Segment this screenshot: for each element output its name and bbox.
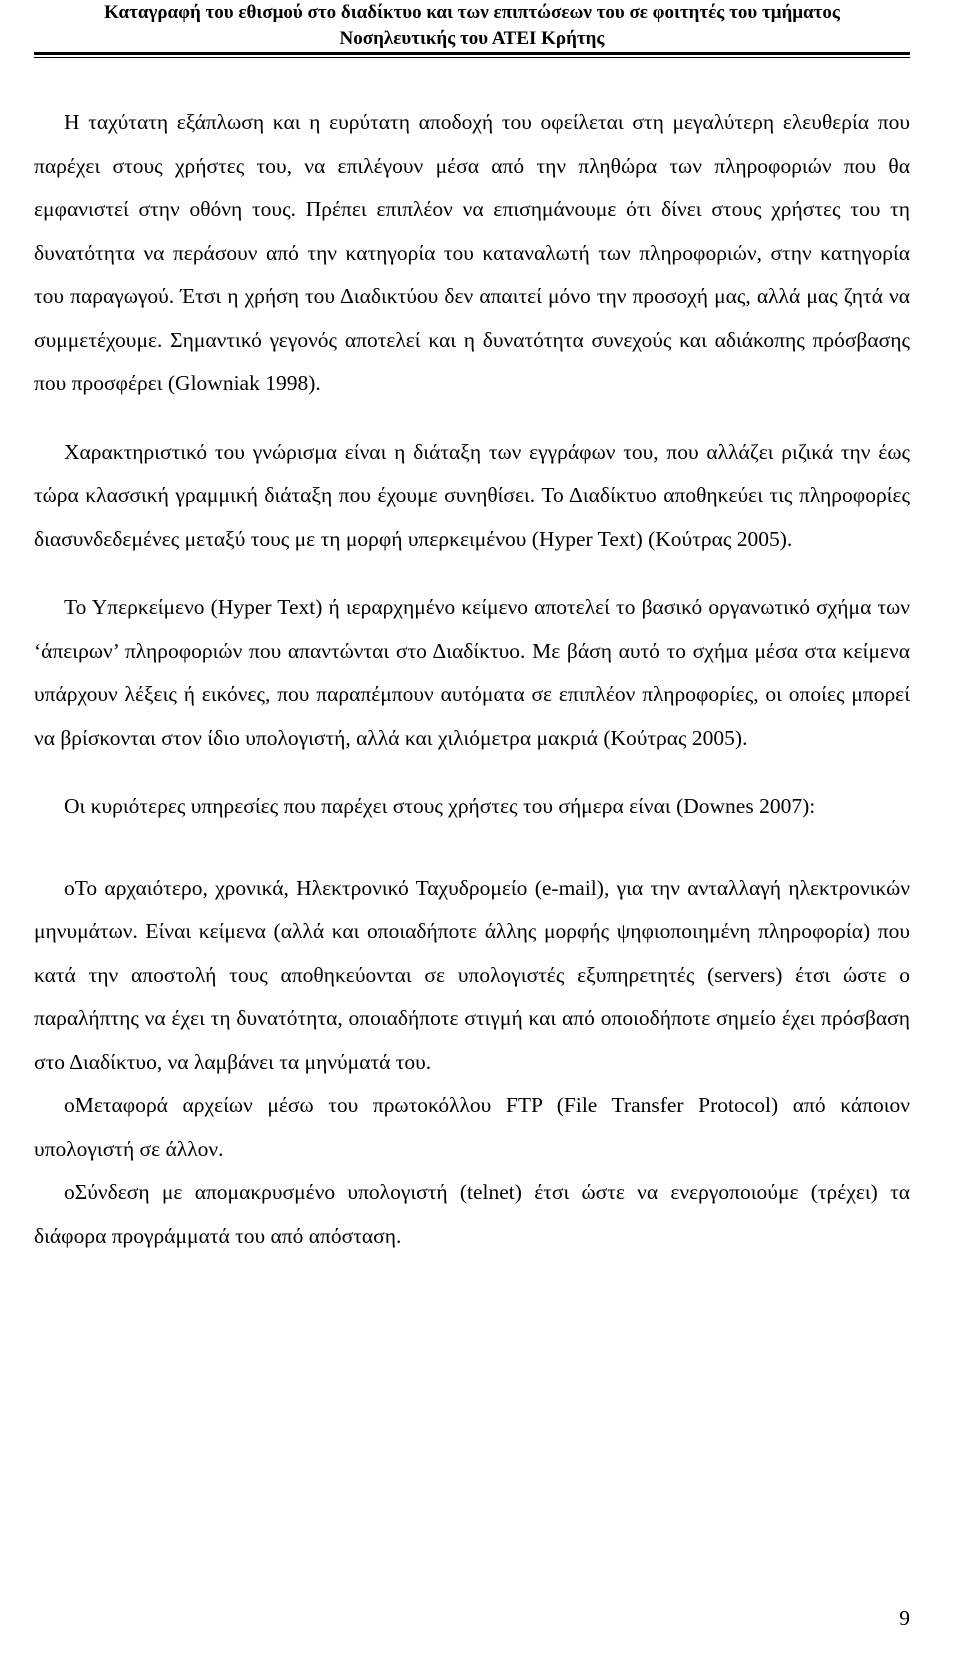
document-body xyxy=(34,101,910,1258)
bullet-item-3 xyxy=(34,1171,910,1258)
header-rule-thick xyxy=(34,52,910,55)
paragraph-2: Χαρακτηριστικό του γνώρισμα είναι η διάταξη των εγγράφων του, που αλλάζει ριζικά την έως τώρα κλασσική γραμμική διάταξη που έχουμε συνηθίσει. Το Διαδίκτυο αποθηκεύει τις πληροφορίες διασυνδεδεμένες μεταξύ τους με τη μορφή υπερκειμένου (Hyper Text) (Κούτρας 2005). xyxy=(34,439,910,551)
header-rule-thin xyxy=(34,57,910,58)
header-title-line-2: Νοσηλευτικής του ΑΤΕΙ Κρήτης xyxy=(339,28,605,49)
running-header xyxy=(34,0,910,52)
bullet-text: Το αρχαιότερο, χρονικά, Ηλεκτρονικό Ταχυδρομείο (e-mail), για την ανταλλαγή ηλεκτρονικών μηνυμάτων. Είναι κείμενα (αλλά και οποιαδήποτε άλλης μορφής ψηφιοποιημένη πληροφορία) που κατά την αποστολή τους αποθηκεύονται σε υπολογιστές εξυπηρετητές (servers) έτσι ώστε ο παραλήπτης να έχει τη δυνατότητα, οποιαδήποτε στιγμή και από οποιοδήποτε σημείο έχει πρόσβαση στο Διαδίκτυο, να λαμβάνει τα μηνύματά του. xyxy=(34,875,910,1074)
bullet-marker: o xyxy=(64,875,75,900)
bullet-item-1 xyxy=(34,867,910,1085)
header-title-line-1: Καταγραφή του εθισμού στο διαδίκτυο και των επιπτώσεων του σε φοιτητές του τμήματος xyxy=(104,2,840,23)
bullet-marker: o xyxy=(64,1093,75,1117)
paragraph-4: Οι κυριότερες υπηρεσίες που παρέχει στους χρήστες του σήμερα είναι (Downes 2007): xyxy=(64,794,816,818)
bullet-text: Σύνδεση με απομακρυσμένο υπολογιστή (telnet) έτσι ώστε να ενεργοποιούμε (τρέχει) τα διάφορα προγράμματά του από απόσταση. xyxy=(34,1180,910,1248)
paragraph-1: Η ταχύτατη εξάπλωση και η ευρύτατη αποδοχή του οφείλεται στη μεγαλύτερη ελευθερία που παρέχει στους χρήστες του, να επιλέγουν μέσα από την πληθώρα των πληροφοριών που θα εμφανιστεί στην οθόνη τους. Πρέπει επιπλέον να επισημάνουμε ότι δίνει στους χρήστες του τη δυνατότητα να περάσουν από την κατηγορία του καταναλωτή των πληροφοριών, στην κατηγορία του παραγωγού. Έτσι η χρήση του Διαδικτύου δεν απαιτεί μόνο την προσοχή μας, αλλά μας ζητά να συμμετέχουμε. Σημαντικό γεγονός αποτελεί και η δυνατότητα συνεχούς και αδιάκοπης πρόσβασης που προσφέρει (Glowniak 1998). xyxy=(34,110,910,395)
page-number: 9 xyxy=(899,1606,910,1630)
bullet-text: Μεταφορά αρχείων μέσω του πρωτοκόλλου FTP (File Transfer Protocol) από κάποιον υπολογιστή σε άλλον. xyxy=(34,1093,910,1161)
bullet-marker: o xyxy=(64,1180,75,1204)
paragraph-3: Το Υπερκείμενο (Hyper Text) ή ιεραρχημένο κείμενο αποτελεί το βασικό οργανωτικό σχήμα των ‘άπειρων’ πληροφοριών που απαντώνται στο Διαδίκτυο. Με βάση αυτό το σχήμα μέσα στα κείμενα υπάρχουν λέξεις ή εικόνες, που παραπέμπουν αυτόματα σε επιπλέον πληροφορίες, οι οποίες μπορεί να βρίσκονται στον ίδιο υπολογιστή, αλλά και χιλιόμετρα μακριά (Κούτρας 2005). xyxy=(34,595,910,750)
bullet-item-2 xyxy=(34,1084,910,1171)
